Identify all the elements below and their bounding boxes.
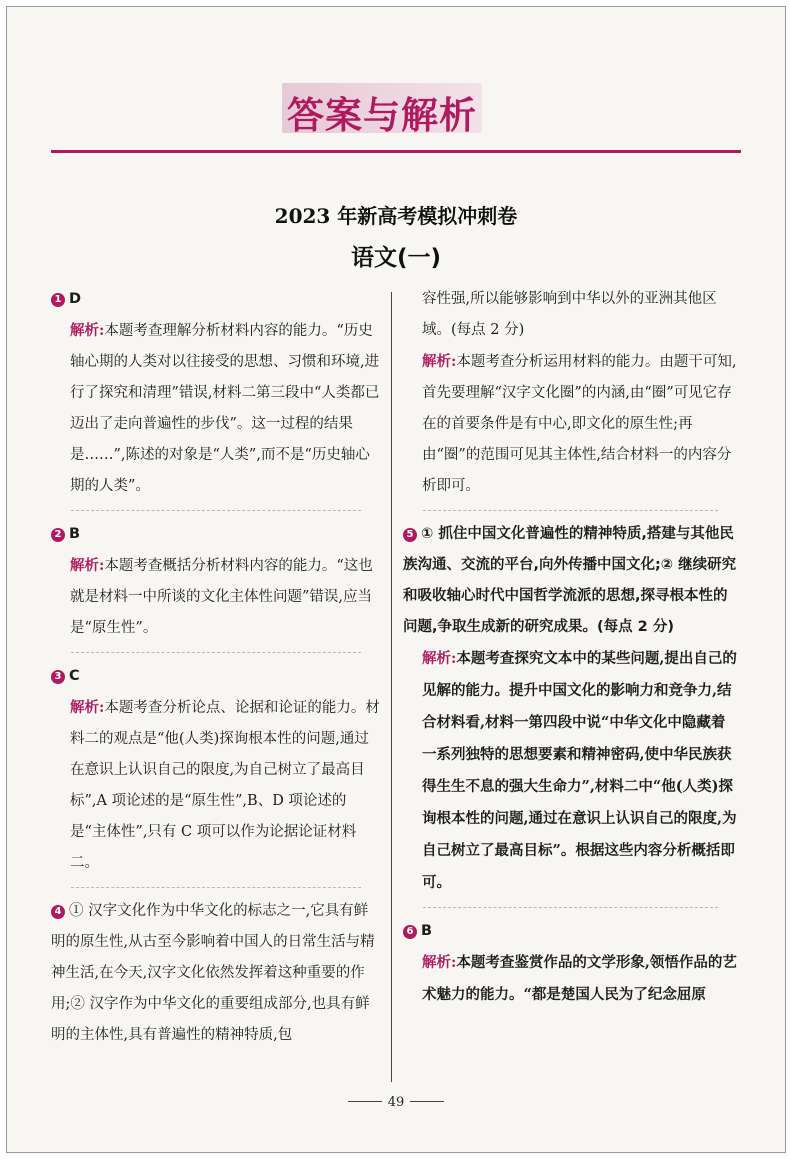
analysis-label: 解析: — [70, 699, 105, 716]
analysis-text: 本题考查概括分析材料内容的能力。“这也就是材料一中所谈的文化主体性问题”错误,应当是“原生性”。 — [70, 558, 373, 636]
section-banner-title: 答案与解析 — [287, 94, 477, 137]
analysis-label: 解析: — [422, 650, 457, 667]
question-3 — [51, 661, 381, 879]
section-banner — [282, 83, 482, 137]
footer-rule-left — [348, 1101, 382, 1102]
answer-letter: B — [421, 923, 433, 939]
analysis-text: 本题考查探究文本中的某些问题,提出自己的见解的能力。提升中国文化的影响力和竞争力,结合材料看,材料一第四段中说“中华文化中隐藏着一系列独特的思想要素和精神密码,使中华民族获得生生不息的强大生命力”,材料二中“他(人类)探询根本性的问题,通过在意识上认识自己的限度,为自己树立了最高目标”。根据这些内容分析概括即可。 — [422, 650, 737, 891]
column-divider — [391, 292, 392, 1082]
answer-letter: D — [69, 291, 82, 307]
question-2 — [51, 519, 381, 644]
question-number-badge: 5 — [403, 528, 417, 542]
separator — [423, 510, 718, 511]
analysis-text: 本题考查鉴赏作品的文学形象,领悟作品的艺术魅力的能力。“都是楚国人民为了纪念屈原 — [422, 954, 737, 1003]
subject-title: 语文(一) — [350, 245, 442, 271]
footer-rule-right — [410, 1101, 444, 1102]
question-1 — [51, 284, 381, 502]
separator — [71, 510, 361, 511]
answer-page — [6, 6, 786, 1153]
analysis-label: 解析: — [70, 322, 105, 339]
analysis-label: 解析: — [422, 353, 457, 370]
answer-text-continued: 容性强,所以能够影响到中华以外的亚洲其他区域。(每点 2 分) — [422, 291, 717, 338]
exam-title: 2023 年新高考模拟冲刺卷 — [274, 204, 518, 228]
question-6 — [403, 916, 738, 1011]
page-number: 49 — [387, 1095, 405, 1110]
analysis-text: 本题考查理解分析材料内容的能力。“历史轴心期的人类对以往接受的思想、习惯和环境,进行了探究和清理”错误,材料二第三段中“人类都已迈出了走向普遍性的步伐”。这一过程的结果是……”,陈述的对象是“人类”,而不是“历史轴心期的人类”。 — [70, 323, 380, 494]
right-column — [403, 284, 738, 1011]
answer-letter: C — [69, 668, 80, 684]
separator — [423, 907, 718, 908]
question-4-continued — [403, 284, 738, 502]
separator — [71, 652, 361, 653]
question-number-badge: 2 — [51, 528, 65, 542]
answer-text: ① 汉字文化作为中华文化的标志之一,它具有鲜明的原生性,从古至今影响着中国人的日常生活与精神生活,在今天,汉字文化依然发挥着这种重要的作用;② 汉字作为中华文化的重要组成部分,也具有鲜明的主体性,具有普遍性的精神特质,包 — [51, 903, 375, 1043]
question-number-badge: 4 — [51, 905, 65, 919]
question-number-badge: 3 — [51, 670, 65, 684]
question-number-badge: 6 — [403, 925, 417, 939]
analysis-text: 本题考查分析论点、论据和论证的能力。材料二的观点是“他(人类)探询根本性的问题,通过在意识上认识自己的限度,为自己树立了最高目标”,A 项论述的是“原生性”,B、D 项论述的是“主体性”,只有 C 项可以作为论据论证材料二。 — [70, 700, 380, 871]
left-column — [51, 284, 381, 1051]
question-4 — [51, 896, 381, 1051]
separator — [71, 887, 361, 888]
analysis-text: 本题考查分析运用材料的能力。由题干可知,首先要理解“汉字文化圈”的内涵,由“圈”可见它存在的首要条件是有中心,即文化的原生性;再由“圈”的范围可见其主体性,结合材料一的内容分析即可。 — [422, 354, 737, 494]
header-rule — [51, 150, 741, 153]
page-footer — [7, 1095, 785, 1110]
analysis-label: 解析: — [422, 954, 457, 971]
answer-letter: B — [69, 526, 81, 542]
answer-text: ① 抓住中国文化普遍性的精神特质,搭建与其他民族沟通、交流的平台,向外传播中国文化;② 继续研究和吸收轴心时代中国哲学流派的思想,探寻根本性的问题,争取生成新的研究成果。(每点 2 分) — [403, 526, 737, 635]
question-5 — [403, 519, 738, 899]
question-number-badge: 1 — [51, 293, 65, 307]
analysis-label: 解析: — [70, 557, 105, 574]
